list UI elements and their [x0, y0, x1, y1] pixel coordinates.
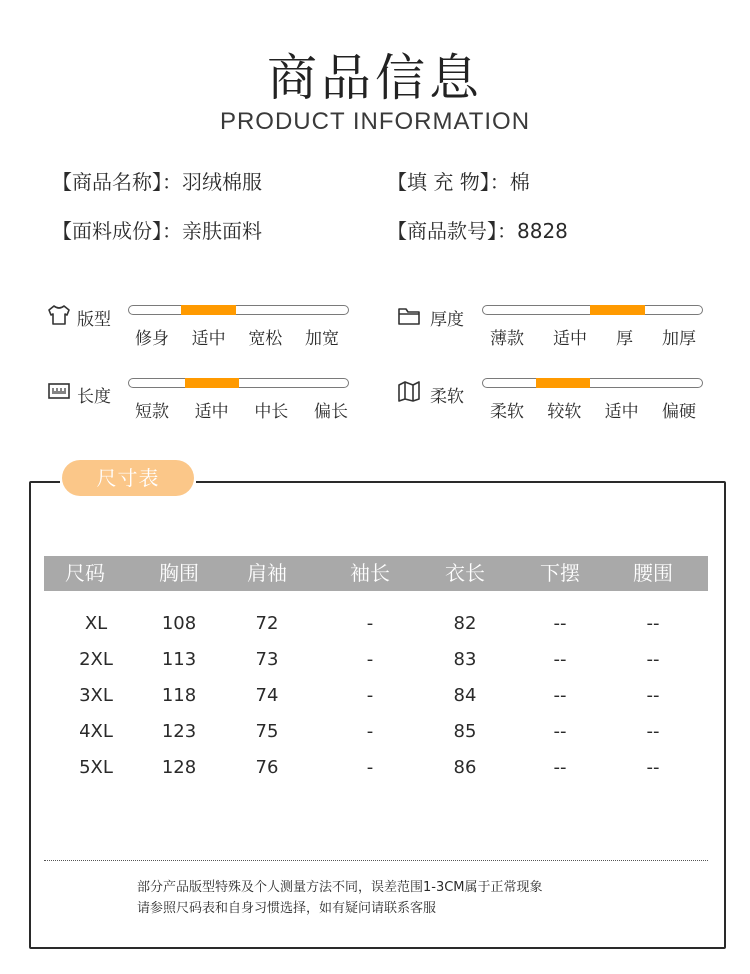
column-header: 肩袖: [247, 561, 287, 585]
attr-thickness-fill: [590, 305, 645, 315]
attr-length-track: [128, 378, 349, 388]
attr-length-options: [135, 397, 348, 422]
size-table-badge: 尺寸表: [62, 460, 194, 496]
table-cell: --: [553, 757, 567, 778]
table-cell: --: [553, 649, 567, 670]
option-label: 薄款: [490, 329, 524, 349]
attr-length-label: 长度: [77, 387, 111, 407]
option-label: 短款: [135, 402, 169, 422]
attr-fit: [46, 303, 72, 331]
table-cell: 118: [161, 685, 197, 706]
column-header: 袖长: [350, 561, 390, 585]
table-cell: 84: [453, 685, 477, 706]
table-cell: --: [646, 649, 660, 670]
column-header: 衣长: [445, 561, 485, 585]
attr-fit-slider: [128, 305, 349, 315]
attr-fit-fill: [181, 305, 236, 315]
info-product-name: 【商品名称】：羽绒棉服: [52, 170, 262, 194]
table-cell: 83: [453, 649, 477, 670]
attr-softness-slider: [482, 378, 703, 388]
attr-softness-options: [490, 397, 696, 422]
attr-fit-options: [135, 324, 339, 349]
table-cell: 82: [453, 613, 477, 634]
option-label: 适中: [553, 329, 587, 349]
option-label: 宽松: [248, 329, 283, 349]
option-label: 加厚: [662, 329, 696, 349]
attr-thickness-slider: [482, 305, 703, 315]
table-cell: 72: [255, 613, 279, 634]
divider: [44, 860, 708, 861]
column-header: 下摆: [540, 561, 580, 585]
table-cell: 113: [161, 649, 197, 670]
attr-length: [46, 379, 72, 407]
attr-softness-track: [482, 378, 703, 388]
map-icon: [396, 379, 422, 403]
shirt-icon: [46, 303, 72, 327]
column-header: 腰围: [633, 561, 673, 585]
attr-softness-label: 柔软: [430, 387, 464, 407]
attr-length-slider: [128, 378, 349, 388]
size-table-body: [44, 612, 708, 792]
table-row: [44, 648, 708, 684]
option-label: 偏长: [313, 402, 348, 422]
option-label: 适中: [194, 402, 229, 422]
column-header: 胸围: [159, 561, 199, 585]
option-label: 适中: [604, 402, 639, 422]
option-label: 中长: [254, 402, 289, 422]
table-row: [44, 612, 708, 648]
attr-length-fill: [185, 378, 239, 388]
attr-fit-label: 版型: [77, 310, 111, 330]
note-line-1: 部分产品版型特殊及个人测量方法不同，误差范围1-3CM属于正常现象: [137, 880, 543, 895]
table-cell: -: [366, 613, 374, 634]
table-cell: 85: [453, 721, 477, 742]
table-cell: 123: [161, 721, 197, 742]
option-label: 柔软: [490, 402, 524, 422]
table-cell: --: [646, 613, 660, 634]
table-cell: --: [553, 721, 567, 742]
table-cell: --: [646, 685, 660, 706]
ruler-icon: [46, 379, 72, 403]
attr-thickness-label: 厚度: [430, 310, 464, 330]
table-cell: 86: [453, 757, 477, 778]
table-cell: 4XL: [79, 721, 113, 742]
table-cell: --: [553, 685, 567, 706]
option-label: 厚: [616, 329, 633, 349]
info-filling: 【填 充 物】：棉: [387, 170, 530, 194]
column-header: 尺码: [65, 561, 105, 585]
attr-thickness: [396, 304, 422, 332]
attr-thickness-track: [482, 305, 703, 315]
table-row: [44, 684, 708, 720]
table-row: [44, 756, 708, 792]
attr-fit-track: [128, 305, 349, 315]
size-table-header: [44, 556, 708, 591]
table-cell: 73: [255, 649, 279, 670]
table-cell: 3XL: [79, 685, 113, 706]
table-cell: --: [553, 613, 567, 634]
attr-softness: [396, 379, 422, 407]
table-cell: XL: [84, 613, 108, 634]
table-cell: -: [366, 685, 374, 706]
option-label: 加宽: [304, 329, 339, 349]
table-cell: 2XL: [79, 649, 113, 670]
table-cell: --: [646, 757, 660, 778]
info-fabric: 【面料成份】：亲肤面料: [52, 219, 262, 243]
attr-thickness-options: [490, 324, 696, 349]
table-row: [44, 720, 708, 756]
table-cell: 76: [255, 757, 279, 778]
table-cell: 128: [161, 757, 197, 778]
attr-softness-fill: [536, 378, 590, 388]
page-title: 商品信息: [267, 49, 483, 107]
option-label: 较软: [547, 402, 582, 422]
table-cell: -: [366, 721, 374, 742]
note-line-2: 请参照尺码表和自身习惯选择，如有疑问请联系客服: [137, 901, 437, 916]
table-cell: 108: [161, 613, 197, 634]
table-cell: --: [646, 721, 660, 742]
table-cell: 75: [255, 721, 279, 742]
option-label: 适中: [191, 329, 226, 349]
info-model-number: 【商品款号】：8828: [387, 219, 568, 243]
option-label: 偏硬: [661, 402, 696, 422]
page-subtitle: PRODUCT INFORMATION: [219, 108, 531, 135]
table-cell: -: [366, 757, 374, 778]
option-label: 修身: [135, 329, 169, 349]
folder-icon: [396, 304, 422, 328]
table-cell: 5XL: [79, 757, 113, 778]
table-cell: 74: [255, 685, 279, 706]
table-cell: -: [366, 649, 374, 670]
